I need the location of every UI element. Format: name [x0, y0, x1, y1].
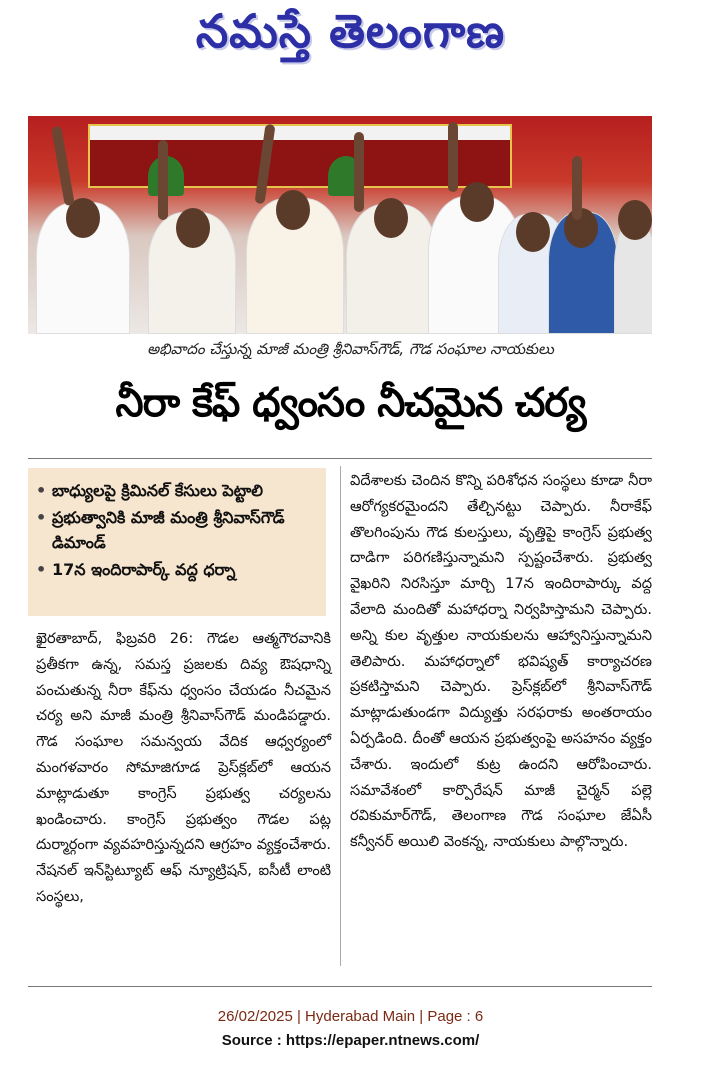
bullet-icon: • — [36, 560, 47, 579]
column-divider — [340, 466, 341, 966]
highlight-item: • 17న ఇందిరాపార్క్ వద్ద ధర్నా — [36, 557, 318, 582]
headline-divider — [28, 458, 652, 459]
footer-divider — [28, 986, 652, 987]
article-body-right: విదేశాలకు చెందిన కొన్ని పరిశోధన సంస్థలు కూడా నీరా ఆరోగ్యకరమైందని తేల్చినట్టు చెప్పారు. నీరాకేఫ్ తొలగింపును గౌడ కులస్తులు, వృత్తిపై కాంగ్రెస్ ప్రభుత్వ దాడిగా పరిగణిస్తున్నామని స్పష్టంచేశారు. ప్రభుత్వ వైఖరిని నిరసిస్తూ మార్చి 17న ఇందిరాపార్కు వద్ద వేలాది మందితో మహాధర్నా నిర్వహిస్తామని చెప్పారు. అన్ని కుల వృత్తుల నాయకులను ఆహ్వానిస్తున్నామని తెలిపారు. మహాధర్నాలో భవిష్యత్ కార్యాచరణ ప్రకటిస్తామని చెప్పారు. ప్రెస్‌క్లబ్‌లో శ్రీనివాస్‌గౌడ్ మాట్లాడుతుండగా విద్యుత్తు సరఫరాకు అంతరాయం ఏర్పడింది. దీంతో ఆయన ప్రభుత్వంపై అసహనం వ్యక్తం చేశారు. ఇందులో కుట్ర ఉందని ఆరోపించారు. సమావేశంలో కార్పొరేషన్ మాజీ చైర్మన్ పల్లె రవికుమార్‌గౌడ్, తెలంగాణ గౌడ సంఘాల జేఏసీ కన్వీనర్ అయిలి వెంకన్న, నాయకులు పాల్గొన్నారు. — [350, 472, 652, 851]
news-photo — [28, 116, 652, 334]
footer-source: Source : https://epaper.ntnews.com/ — [221, 1032, 480, 1049]
newspaper-title: నమస్తే తెలంగాణ — [195, 4, 506, 58]
article-body-left: ఖైరతాబాద్, ఫిబ్రవరి 26: గౌడల ఆత్మగౌరవానికి ప్రతీకగా ఉన్న, సమస్త ప్రజలకు దివ్య ఔషధాన్ని పంచుతున్న నీరా కేఫ్‌ను ధ్వంసం చేయడం నీచమైన చర్య అని మాజీ మంత్రి శ్రీనివాస్‌గౌడ్ మండిపడ్డారు. గౌడ సంఘాల సమన్వయ వేదిక ఆధ్వర్యంలో మంగళవారం సోమాజిగూడ ప్రెస్‌క్లబ్‌లో ఆయన మాట్లాడుతూ కాంగ్రెస్ ప్రభుత్వ చర్యలను ఖండించారు. కాంగ్రెస్ ప్రభుత్వం గౌడల పట్ల దుర్మార్గంగా వ్యవహరిస్తున్నదని ఆగ్రహం వ్యక్తంచేశారు. నేషనల్ ఇన్‌స్టిట్యూట్ ఆఫ్ న్యూట్రిషన్, ఐసీటీ లాంటి సంస్థలు, — [36, 630, 331, 905]
article-headline: నీరా కేఫ్ ధ్వంసం నీచమైన చర్య — [115, 380, 586, 426]
masthead — [0, 0, 701, 78]
highlight-item: • ప్రభుత్వానికి మాజీ మంత్రి శ్రీనివాస్‌గౌడ్ డిమాండ్ — [36, 505, 318, 555]
bullet-icon: • — [36, 508, 47, 527]
bullet-icon: • — [36, 481, 47, 500]
highlights-box — [28, 468, 326, 616]
highlight-item: • బాధ్యులపై క్రిమినల్ కేసులు పెట్టాలి — [36, 478, 318, 503]
photo-caption: అభివాదం చేస్తున్న మాజీ మంత్రి శ్రీనివాస్‌గౌడ్, గౌడ సంఘాల నాయకులు — [147, 340, 554, 358]
footer-dateline: 26/02/2025 | Hyderabad Main | Page : 6 — [217, 1008, 484, 1025]
